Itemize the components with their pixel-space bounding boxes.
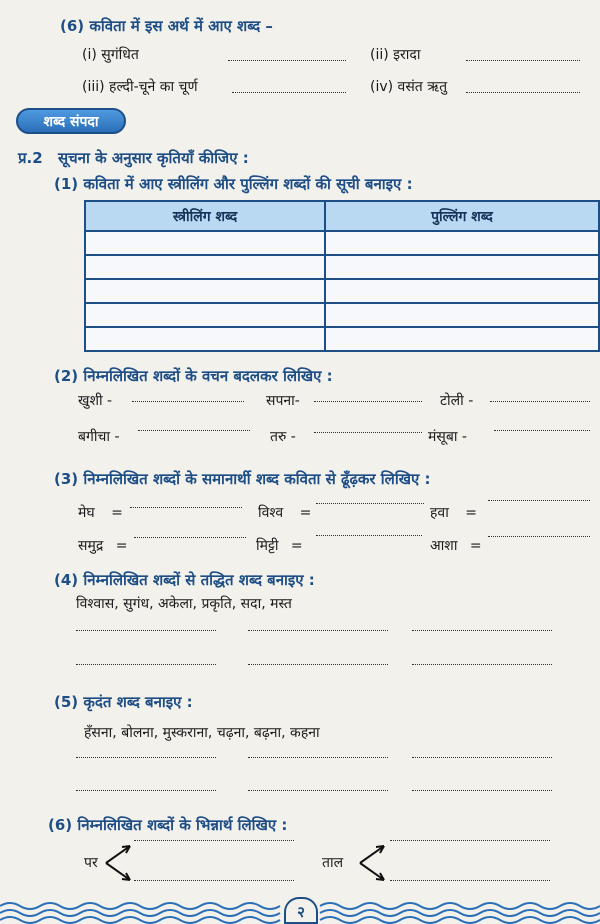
section-pill: शब्द संपदा — [16, 108, 126, 134]
column-header-masculine: पुल्लिंग शब्द — [325, 201, 599, 231]
table-cell[interactable] — [85, 303, 325, 327]
answer-line[interactable] — [412, 790, 552, 791]
gender-words-table — [84, 200, 600, 352]
answer-line[interactable] — [134, 840, 294, 841]
answer-line[interactable] — [488, 500, 590, 501]
page-number: २ — [284, 897, 318, 924]
q6-top-heading: (6) कविता में इस अर्थ में आए शब्द – — [60, 17, 273, 35]
word-toli: टोली - — [440, 393, 474, 409]
part2-heading: (2) निम्नलिखित शब्दों के वचन बदलकर लिखिए : — [54, 367, 333, 385]
part5-heading: (5) कृदंत शब्द बनाइए : — [54, 693, 193, 711]
answer-line[interactable] — [412, 757, 552, 758]
answer-line[interactable] — [248, 790, 388, 791]
answer-line[interactable] — [232, 92, 346, 93]
word-hava: हवा = — [430, 505, 478, 521]
word-par: पर — [84, 855, 98, 871]
column-header-feminine: स्त्रीलिंग शब्द — [85, 201, 325, 231]
answer-line[interactable] — [390, 880, 550, 881]
answer-line[interactable] — [494, 430, 590, 431]
part4-heading: (4) निम्नलिखित शब्दों से तद्धित शब्द बनाइए : — [54, 571, 315, 589]
q6-item-2: (ii) इरादा — [370, 47, 421, 63]
table-cell[interactable] — [325, 231, 599, 255]
word-sapna: सपना- — [266, 393, 300, 409]
word-mitti: मिट्टी = — [256, 538, 303, 554]
answer-line[interactable] — [132, 401, 244, 402]
table-cell[interactable] — [325, 327, 599, 351]
answer-line[interactable] — [138, 430, 250, 431]
word-vishva: विश्व = — [258, 505, 312, 521]
part6-heading: (6) निम्नलिखित शब्दों के भिन्नार्थ लिखिए : — [48, 816, 288, 834]
answer-line[interactable] — [76, 757, 216, 758]
word-khushi: खुशी - — [78, 393, 113, 409]
branch-arrows-icon — [356, 840, 390, 886]
answer-line[interactable] — [314, 401, 422, 402]
table-cell[interactable] — [325, 303, 599, 327]
word-bagicha: बगीचा - — [78, 429, 120, 445]
word-mansuba: मंसूबा - — [428, 429, 467, 445]
q6-item-3: (iii) हल्दी-चूने का चूर्ण — [82, 79, 198, 95]
answer-line[interactable] — [248, 757, 388, 758]
word-taru: तरु - — [270, 429, 296, 445]
answer-line[interactable] — [316, 503, 424, 504]
part1-heading: (1) कविता में आए स्त्रीलिंग और पुल्लिंग शब्दों की सूची बनाइए : — [54, 175, 413, 193]
answer-line[interactable] — [466, 60, 580, 61]
q6-item-1: (i) सुगंधित — [82, 47, 139, 63]
table-cell[interactable] — [85, 255, 325, 279]
answer-line[interactable] — [134, 880, 294, 881]
q2-instruction: सूचना के अनुसार कृतियाँ कीजिए : — [58, 149, 249, 167]
answer-line[interactable] — [390, 840, 550, 841]
table-cell[interactable] — [325, 255, 599, 279]
table-row — [85, 327, 599, 351]
table-cell[interactable] — [85, 279, 325, 303]
table-row — [85, 231, 599, 255]
word-megh: मेघ = — [78, 505, 123, 521]
answer-line[interactable] — [316, 535, 422, 536]
word-taal: ताल — [322, 855, 344, 871]
table-cell[interactable] — [85, 231, 325, 255]
part3-heading: (3) निम्नलिखित शब्दों के समानार्थी शब्द कविता से ढूँढ़कर लिखिए : — [54, 470, 431, 488]
q6-item-4: (iv) वसंत ऋतु — [370, 79, 448, 95]
answer-line[interactable] — [490, 401, 590, 402]
answer-line[interactable] — [466, 92, 580, 93]
answer-line[interactable] — [412, 664, 552, 665]
answer-line[interactable] — [488, 536, 590, 537]
answer-line[interactable] — [76, 630, 216, 631]
answer-line[interactable] — [248, 664, 388, 665]
answer-line[interactable] — [412, 630, 552, 631]
answer-line[interactable] — [76, 790, 216, 791]
answer-line[interactable] — [228, 60, 346, 61]
answer-line[interactable] — [76, 664, 216, 665]
table-row — [85, 279, 599, 303]
answer-line[interactable] — [314, 432, 422, 433]
word-samudra: समुद्र = — [78, 538, 128, 554]
table-cell[interactable] — [85, 327, 325, 351]
answer-line[interactable] — [130, 507, 242, 508]
answer-line[interactable] — [248, 630, 388, 631]
q2-label: प्र.2 — [18, 149, 43, 167]
table-row — [85, 303, 599, 327]
table-row — [85, 255, 599, 279]
table-cell[interactable] — [325, 279, 599, 303]
word-asha: आशा = — [430, 538, 482, 554]
part5-words: हँसना, बोलना, मुस्कराना, चढ़ना, बढ़ना, कहना — [84, 725, 320, 741]
branch-arrows-icon — [102, 840, 136, 886]
part4-words: विश्वास, सुगंध, अकेला, प्रकृति, सदा, मस्त — [76, 596, 292, 612]
answer-line[interactable] — [134, 537, 246, 538]
